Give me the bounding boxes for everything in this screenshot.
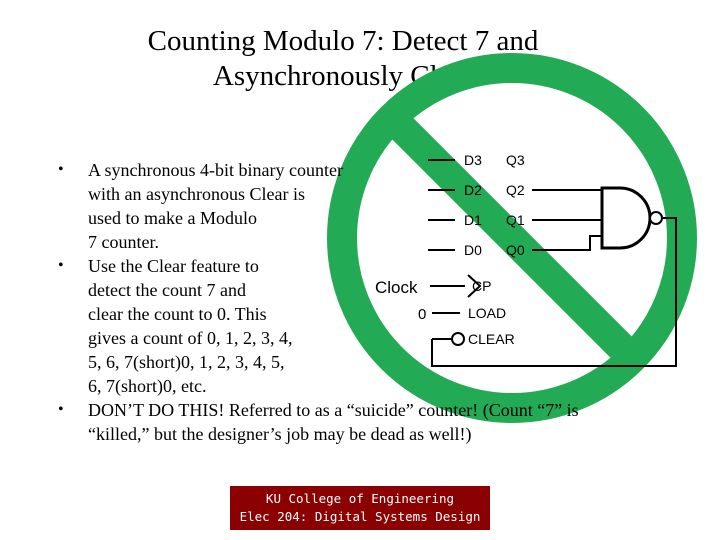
pin-d0: D0	[464, 242, 482, 258]
load-zero-label: 0	[418, 306, 427, 323]
clock-label: Clock	[375, 278, 418, 297]
footer-banner	[230, 486, 490, 530]
pin-cp: CP	[472, 278, 492, 294]
pin-d2: D2	[464, 182, 482, 198]
pin-q0: Q0	[506, 242, 525, 258]
bullet-item: • Use the Clear feature to detect the count 7 and clear the count to 0. This gives a count of 0, 1, 2, 3, 4, 5, 6, 7(short)0, 1, 2, 3, 4, 5, 6, 7(short)0, etc.	[58, 254, 668, 398]
title-line-2: Asynchronously Clear	[212, 60, 474, 92]
pin-q1: Q1	[506, 212, 525, 228]
pin-q2: Q2	[506, 182, 525, 198]
bullet-item: • DON’T DO THIS! Referred to as a “suicide” counter! (Count “7” is “killed,” but the designer’s job may be dead as well!)	[58, 398, 668, 446]
pin-d3: D3	[464, 152, 482, 168]
bullet-list	[58, 158, 668, 446]
footer-line-2: Elec 204: Digital Systems Design	[239, 509, 481, 524]
bullet-item: • A synchronous 4-bit binary counter with an asynchronous Clear is used to make a Modulo 7 counter.	[58, 158, 668, 254]
pin-d1: D1	[464, 212, 482, 228]
pin-clear: CLEAR	[468, 331, 515, 347]
title-line-1: Counting Modulo 7: Detect 7 and	[147, 25, 539, 57]
pin-q3: Q3	[506, 152, 525, 168]
footer-line-1: KU College of Engineering	[265, 491, 455, 506]
pin-load: LOAD	[468, 305, 507, 321]
